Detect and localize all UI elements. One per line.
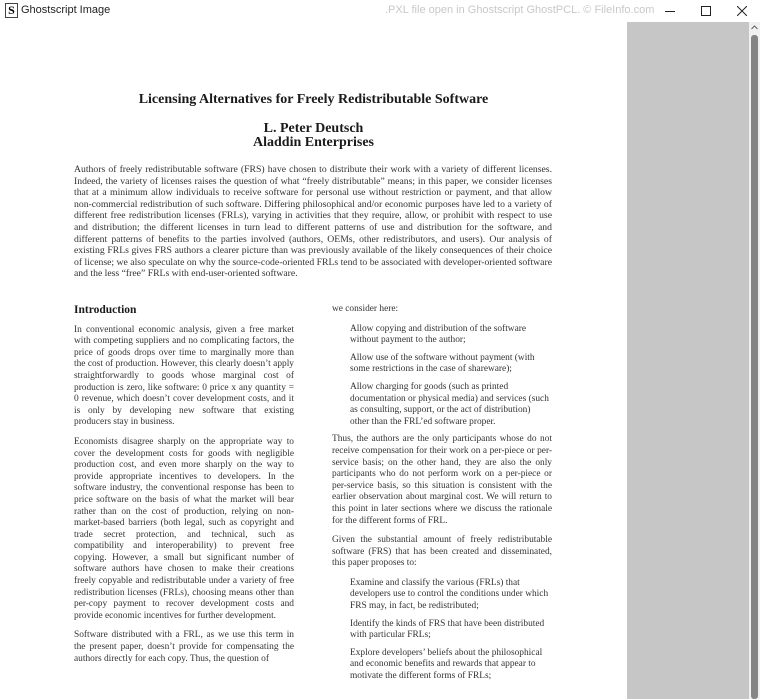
section-heading: Introduction xyxy=(74,304,137,316)
body-paragraph: Software distributed with a FRL, as we use this term in the present paper, doesn’t provide for compensating the authors directly for each copy. Thus, the question of xyxy=(74,630,294,664)
scrollbar-thumb[interactable] xyxy=(751,35,758,699)
list-item: Allow charging for goods (such as printed documentation or physical media) and services (such as consulting, support, or the act of distribution) other than the FRL’ed software proper. xyxy=(350,381,549,427)
list-item: Allow copying and distribution of the software without payment to the author; xyxy=(350,323,527,346)
list-item: Allow use of the software without payment (with some restrictions in the case of shareware); xyxy=(350,352,535,375)
maximize-button[interactable] xyxy=(688,0,724,22)
document-author: L. Peter Deutsch xyxy=(263,121,364,136)
left-column xyxy=(74,305,294,673)
title-bar[interactable] xyxy=(0,0,760,22)
document-title: Licensing Alternatives for Freely Redistributable Software xyxy=(138,92,489,107)
document-organization: Aladdin Enterprises xyxy=(253,135,374,150)
body-paragraph: Given the substantial amount of freely redistributable software (FRS) that has been created and disseminated, this paper proposes to: xyxy=(332,535,552,569)
app-icon: S xyxy=(5,3,18,18)
scroll-up-icon[interactable] xyxy=(749,22,760,33)
window-title: Ghostscript Image xyxy=(21,4,111,16)
body-paragraph: Economists disagree sharply on the appropriate way to cover the development costs for goods with negligible production cost, and even more sharply on the way to provide appropriate incentives to developers. In the software industry, the conventional response has been to price software on the basis of what the market will bear rather than on the cost of production, relying on non-market-based barriers (both legal, such as copyright and trade secret protection, and technical, such as compatibility and interoperability) to prevent free copying. However, a small but significant number of software authors have chosen to make their creations freely copyable and redistributable under a variety of free redistribution licenses (FRLs), choosing means other than per-copy payment to recover development costs and provide economic incentives for further development. xyxy=(74,436,294,621)
list-item: Examine and classify the various (FRLs) that developers use to control the conditions under which FRS may, in fact, be redistributed; xyxy=(350,577,549,612)
document-page xyxy=(0,22,627,699)
body-paragraph: we consider here: xyxy=(332,304,399,314)
vertical-scrollbar[interactable] xyxy=(749,22,760,699)
close-button[interactable] xyxy=(724,0,760,22)
minimize-button[interactable] xyxy=(652,0,688,22)
list-item: Explore developers’ beliefs about the philosophical and economic benefits and rewards that appear to motivate the different forms of FRLs; xyxy=(350,647,543,682)
canvas-background xyxy=(627,22,749,699)
body-paragraph: Thus, the authors are the only participants whose do not receive compensation for their work on a per-piece or per-service basis; on the other hand, they are also the only participants who do not perform work on a per-piece or per-service basis, so this situation is consistent with the earlier observation about marginal cost. We will return to this point in later sections where we discuss the rationale for the different forms of FRL. xyxy=(332,434,552,526)
body-paragraph: In conventional economic analysis, given a free market with competing suppliers and no complicating factors, the price of goods drops over time to marginally more than the cost of production. However, this clearly doesn’t apply straightforwardly to goods whose marginal cost of production is zero, like software: 0 price x any quantity = 0 revenue, which doesn’t cover development costs, and it is only by developing new software that existing producers stay in business. xyxy=(74,324,294,428)
maximize-icon xyxy=(701,6,711,16)
right-column xyxy=(332,304,552,689)
abstract-paragraph: Authors of freely redistributable software (FRS) have chosen to distribute their work with a variety of different licenses. Indeed, the variety of licenses raises the question of what “freely distributable” means; in this paper, we consider licenses that at a minimum allow individuals to receive software for personal use without restriction or payment, and that allow non-commercial redistribution of such software. Differing philosophical and/or economic purposes have led to a variety of different free redistribution licenses (FRLs), varying in activities that they require, allow, or prohibit with respect to use and distribution; the different licenses in turn lead to different patterns of use and distribution for the software, and different patterns of benefits to the parties involved (authors, OEMs, other redistributors, and users). Our analysis of existing FRLs gives FRS authors a clearer picture than was previously available of the likely consequences of their choice of license; we also speculate on why the source-code-oriented FRLs tend to be associated with developer-oriented software and the less “free” FRLs with end-user-oriented software. xyxy=(74,164,552,280)
close-icon xyxy=(737,6,747,16)
list-item: Identify the kinds of FRS that have been distributed with particular FRLs; xyxy=(350,618,545,641)
watermark-text: .PXL file open in Ghostscript GhostPCL. © FileInfo.com xyxy=(385,4,655,16)
minimize-icon xyxy=(665,6,675,16)
